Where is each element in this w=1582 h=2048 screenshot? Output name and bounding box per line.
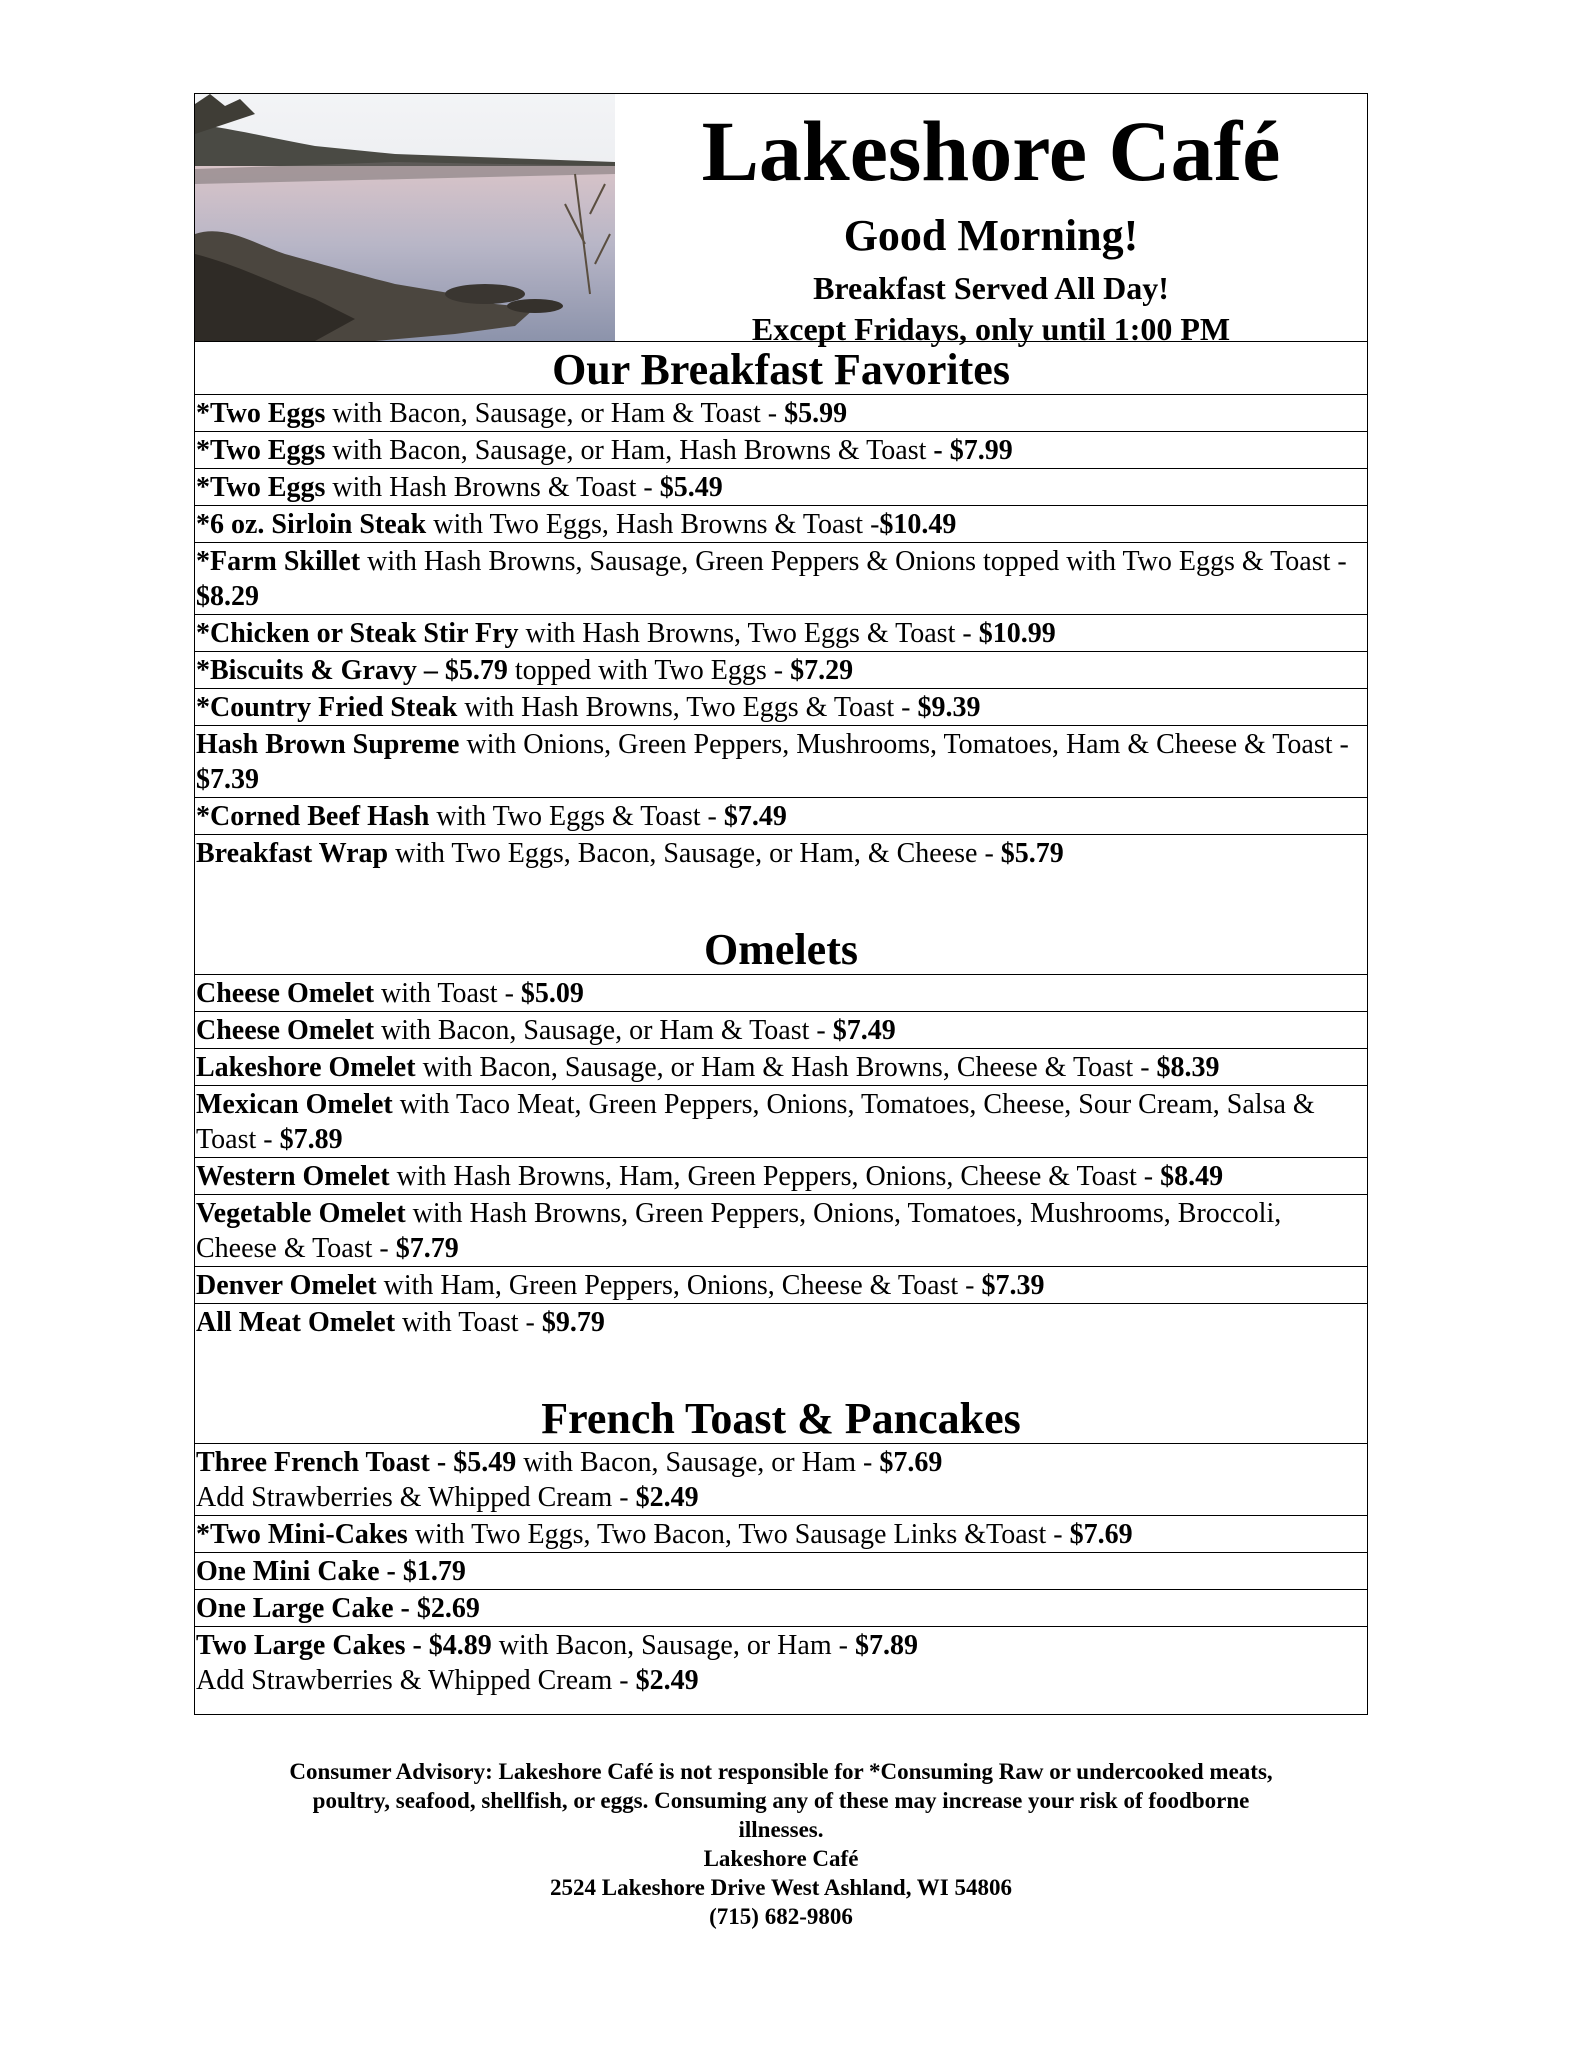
consumer-advisory [194,1757,1368,1931]
menu-item [195,543,1367,615]
menu-item [195,1158,1367,1195]
menu-item [195,1012,1367,1049]
item-price: $7.39 [981,1270,1045,1301]
item-price: $5.79 [1000,838,1064,869]
item-price: $8.29 [196,581,259,612]
title-area [615,94,1367,347]
footer-address: 2524 Lakeshore Drive West Ashland, WI 54806 [550,1875,1012,1900]
item-price: $9.79 [541,1307,605,1338]
item-price: $10.99 [978,618,1056,649]
item-name: Cheese Omelet [196,1015,375,1046]
menu-item [195,1516,1367,1553]
item-description: with Bacon, Sausage, or Ham & Toast - [325,398,785,429]
item-price: $9.39 [917,692,981,723]
item-name: Three French Toast - $5.49 [196,1447,517,1478]
item-name: Western Omelet [196,1161,390,1192]
section-title-omelets: Omelets [195,922,1367,975]
item-description: with Two Eggs & Toast - [429,801,724,832]
addon-description: Add Strawberries & Whipped Cream - [196,1482,636,1513]
section-title-pancakes: French Toast & Pancakes [195,1391,1367,1444]
item-name: Lakeshore Omelet [196,1052,416,1083]
footer-cafe-name: Lakeshore Café [703,1846,859,1871]
item-description: with Taco Meat, Green Peppers, Onions, Tomatoes, Cheese, Sour Cream, Salsa & Toast - [196,1089,1315,1155]
item-description: with Ham, Green Peppers, Onions, Cheese & Toast - [376,1270,982,1301]
item-price: $10.49 [879,509,957,540]
menu-item [195,798,1367,835]
item-name: Breakfast Wrap [196,838,389,869]
item-description: with Bacon, Sausage, or Ham - [491,1630,855,1661]
item-name: *Country Fried Steak [196,692,458,723]
item-description: topped with Two Eggs - [507,655,791,686]
cafe-name: Lakeshore Café [701,103,1281,199]
item-price: $7.89 [279,1124,343,1155]
item-price: $7.29 [790,655,854,686]
item-name: *Two Eggs [196,435,326,466]
item-price: $7.79 [395,1233,459,1264]
item-price: $8.39 [1156,1052,1220,1083]
menu-item [195,689,1367,726]
menu-header [195,94,1367,347]
item-name: Two Large Cakes - $4.89 [196,1630,492,1661]
menu-item [195,469,1367,506]
menu-item [195,1304,1367,1391]
item-price: $7.89 [854,1630,918,1661]
item-description: with Hash Browns & Toast - [325,472,660,503]
item-price: $7.39 [196,764,259,795]
served-all-day: Breakfast Served All Day! [813,270,1169,306]
item-name: Hash Brown Supreme [196,729,460,760]
addon-price: $2.49 [635,1665,699,1696]
item-description: with Hash Browns, Ham, Green Peppers, Onions, Cheese & Toast - [389,1161,1161,1192]
item-price: $7.49 [832,1015,896,1046]
item-name: *Two Mini-Cakes [196,1519,408,1550]
menu-item [195,652,1367,689]
item-description: with Two Eggs, Hash Browns & Toast - [426,509,880,540]
item-name: Cheese Omelet [196,978,375,1009]
menu-item [195,395,1367,432]
advisory-line: illnesses. [738,1817,824,1842]
item-name: *Chicken or Steak Stir Fry [196,618,519,649]
item-price: $5.49 [659,472,723,503]
item-description: with Two Eggs, Bacon, Sausage, or Ham, & Cheese - [388,838,1001,869]
item-description: with Bacon, Sausage, or Ham, Hash Browns & Toast [325,435,934,466]
item-name: Mexican Omelet [196,1089,393,1120]
item-description: with Hash Browns, Two Eggs & Toast - [518,618,979,649]
item-description: with Hash Browns, Sausage, Green Peppers & Onions topped with Two Eggs & Toast - [360,546,1347,577]
menu-item [195,1553,1367,1590]
friday-exception: Except Fridays, only until 1:00 PM [751,311,1231,347]
menu-item [195,726,1367,798]
menu-item [195,1086,1367,1158]
item-name: All Meat Omelet [196,1307,396,1338]
addon-price: $2.49 [635,1482,699,1513]
item-name: *6 oz. Sirloin Steak [196,509,427,540]
item-description: with Toast - [374,978,521,1009]
item-name: *Two Eggs [196,398,326,429]
item-name: *Biscuits & Gravy – $5.79 [196,655,508,686]
item-price: $5.99 [784,398,848,429]
item-price: $7.49 [723,801,787,832]
item-price: $8.49 [1160,1161,1224,1192]
item-description: with Hash Browns, Green Peppers, Onions, Tomatoes, Mushrooms, Broccoli, Cheese & Toast - [196,1198,1282,1264]
item-description: with Hash Browns, Two Eggs & Toast - [457,692,918,723]
advisory-line: poultry, seafood, shellfish, or eggs. Consuming any of these may increase your risk of foodborne [312,1788,1250,1813]
greeting: Good Morning! [843,211,1139,260]
item-price: - $7.99 [933,435,1013,466]
addon-description: Add Strawberries & Whipped Cream - [196,1665,636,1696]
menu-item [195,1267,1367,1304]
menu-item [195,1627,1367,1714]
item-name: One Mini Cake - $1.79 [196,1556,466,1587]
section-title-breakfast: Our Breakfast Favorites [195,342,1367,395]
menu-item [195,432,1367,469]
item-price: $5.09 [520,978,584,1009]
item-description: with Bacon, Sausage, or Ham & Hash Browns, Cheese & Toast - [415,1052,1157,1083]
item-price: $7.69 [1069,1519,1133,1550]
menu-item [195,1444,1367,1516]
menu-box [194,93,1368,1715]
menu-item [195,835,1367,922]
item-description: with Onions, Green Peppers, Mushrooms, Tomatoes, Ham & Cheese & Toast - [459,729,1349,760]
menu-item [195,1590,1367,1627]
item-description: with Bacon, Sausage, or Ham & Toast - [374,1015,833,1046]
item-price: $7.69 [879,1447,943,1478]
item-name: Vegetable Omelet [196,1198,406,1229]
menu-item [195,975,1367,1012]
item-name: *Farm Skillet [196,546,361,577]
menu-item [195,615,1367,652]
advisory-line: Consumer Advisory: Lakeshore Café is not responsible for *Consuming Raw or undercooked meats, [289,1759,1273,1784]
lake-photo [195,94,615,341]
menu-item [195,1195,1367,1267]
menu-item [195,506,1367,543]
item-description: with Two Eggs, Two Bacon, Two Sausage Links &Toast - [407,1519,1070,1550]
item-name: Denver Omelet [196,1270,377,1301]
item-name: *Two Eggs [196,472,326,503]
item-description: with Toast - [395,1307,542,1338]
footer-phone: (715) 682-9806 [709,1904,853,1929]
menu-item [195,1049,1367,1086]
item-description: with Bacon, Sausage, or Ham - [516,1447,880,1478]
item-name: *Corned Beef Hash [196,801,430,832]
item-name: One Large Cake - $2.69 [196,1593,480,1624]
